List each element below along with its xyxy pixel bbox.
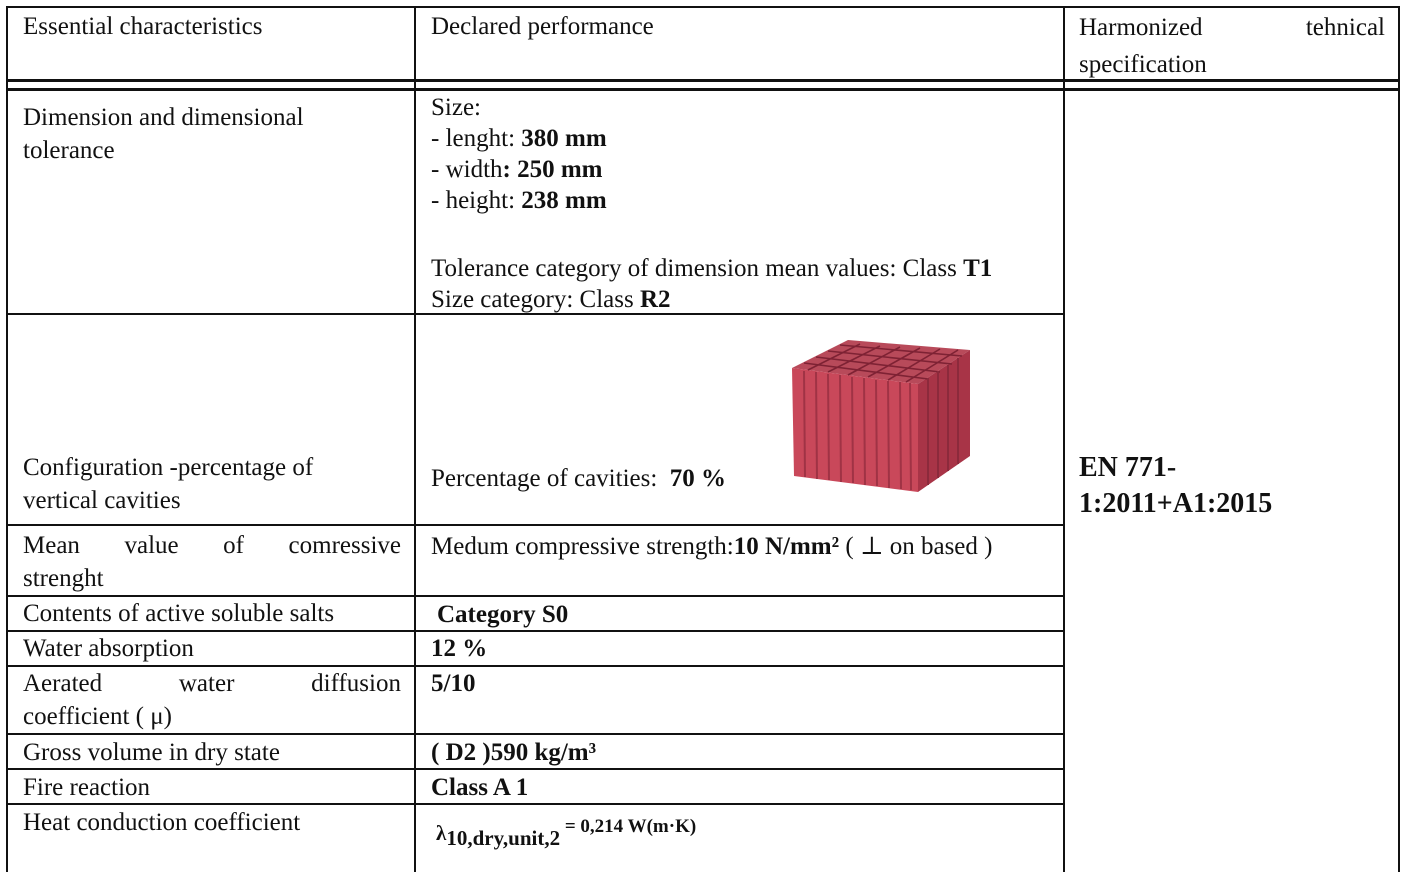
label-line: Dimension and dimensional <box>23 104 304 131</box>
heat-label: Heat conduction coefficient <box>23 809 301 836</box>
dimension-label <box>23 101 304 167</box>
fire-value: Class A 1 <box>431 774 529 801</box>
divider-col-1 <box>414 7 416 872</box>
header-word: Harmonized <box>1079 14 1203 41</box>
row-rule <box>6 803 1065 805</box>
diffusion-value: 5/10 <box>431 670 476 697</box>
tolerance-line: Tolerance category of dimension mean values: Class T1 <box>431 255 993 282</box>
spec-line: EN 771- <box>1079 452 1177 483</box>
compressive-label-line2: strenght <box>23 565 104 592</box>
length-line: - lenght: 380 mm <box>431 125 607 152</box>
salts-label: Contents of active soluble salts <box>23 600 335 627</box>
row-rule <box>6 524 1065 526</box>
label-line: tolerance <box>23 137 115 164</box>
configuration-label <box>23 451 313 517</box>
header-harmonized-spec-line1 <box>1079 11 1385 44</box>
row-rule <box>6 733 1065 735</box>
tolerance-value <box>431 253 992 315</box>
harmonized-spec-value <box>1079 450 1272 522</box>
salts-value: Category S0 <box>437 601 569 628</box>
size-category-line: Size category: Class R2 <box>431 286 671 313</box>
divider-col-2 <box>1063 7 1065 872</box>
dimension-value <box>431 92 607 216</box>
header-harmonized-spec-line2: specification <box>1079 51 1207 78</box>
fire-label: Fire reaction <box>23 774 151 801</box>
width-line: - width: 250 mm <box>431 156 603 183</box>
spec-line: 1:2011+A1:2015 <box>1079 488 1273 519</box>
label-line: Configuration -percentage of <box>23 454 314 481</box>
header-rule-2 <box>6 88 1400 91</box>
diffusion-label-line2: coefficient ( μ) <box>23 703 172 730</box>
gross-value: ( D2 )590 kg/m³ <box>431 739 597 766</box>
size-heading: Size: <box>431 94 481 121</box>
height-line: - height: 238 mm <box>431 187 607 214</box>
configuration-value: Percentage of cavities: 70 % <box>431 465 727 492</box>
absorption-label: Water absorption <box>23 635 194 662</box>
border-top <box>6 6 1400 8</box>
border-right <box>1398 7 1400 872</box>
border-left <box>6 7 8 872</box>
header-word: tehnical <box>1305 14 1385 41</box>
diffusion-label-line1: Aerated water diffusion <box>23 670 401 697</box>
gross-label: Gross volume in dry state <box>23 739 280 766</box>
heat-value: $\lambda_{10,dry,unit,2}$ $^{= 0,214 W(m\cdot K)}$ <box>436 816 697 851</box>
compressive-value: Medum compressive strength:10 N/mm² ( ⊥ on based ) <box>431 533 993 560</box>
compressive-label-line1: Mean value of comressive <box>23 532 401 559</box>
header-declared-performance: Declared performance <box>431 13 654 40</box>
hollow-brick-image <box>788 338 974 496</box>
header-essential-characteristics: Essential characteristics <box>23 13 263 40</box>
label-line: vertical cavities <box>23 487 181 514</box>
absorption-value: 12 % <box>431 635 488 662</box>
